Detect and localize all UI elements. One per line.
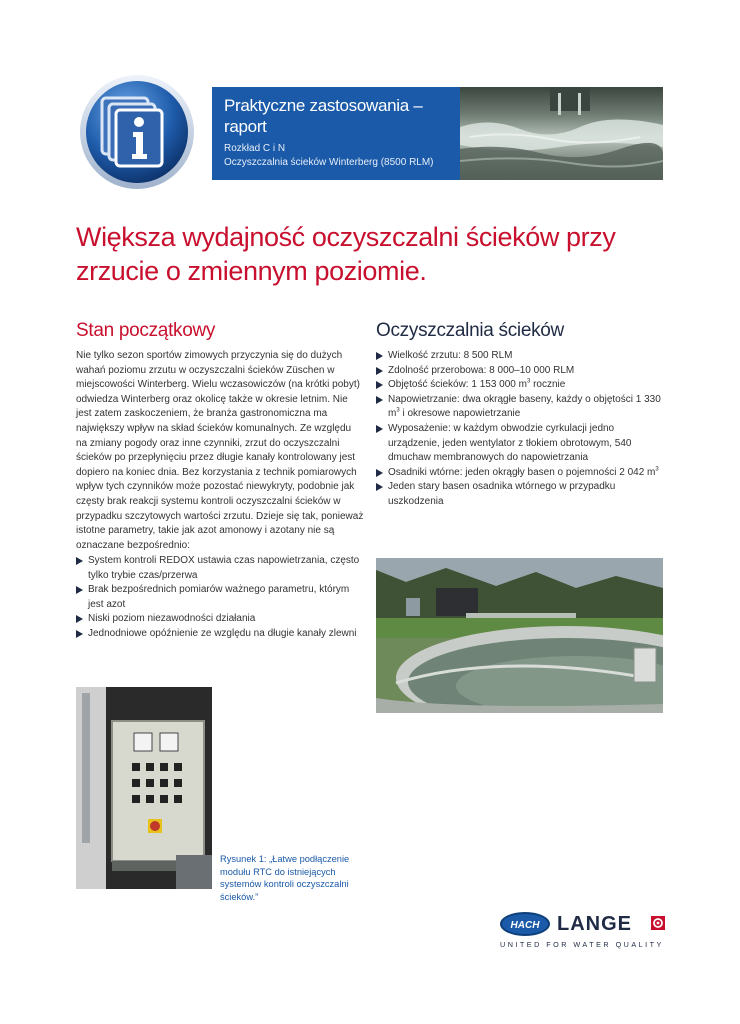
banner-text — [224, 95, 454, 170]
lange-wordmark: LANGE — [557, 913, 632, 935]
list-item: Napowietrzanie: dwa okrągłe baseny, każdy o objętości 1 330 $m^3$ i okresowe napowietrzanie — [376, 393, 666, 422]
banner-title: Praktyczne zastosowania – raport — [224, 96, 423, 136]
hach-logo: HACH — [500, 912, 550, 936]
bullet-triangle-icon — [76, 630, 83, 638]
page-headline: Większa wydajność oczyszczalni ścieków przy zrzucie o zmiennym poziomie. — [76, 222, 616, 286]
bullet-triangle-icon — [76, 615, 83, 623]
banner-subtitle-2: Oczyszczalnia ścieków Winterberg (8500 RLM) — [224, 157, 434, 168]
section-title-initial-state: Stan początkowy — [76, 320, 216, 341]
bullet-triangle-icon — [376, 425, 383, 433]
report-banner — [212, 87, 663, 180]
bullet-triangle-icon — [376, 367, 383, 375]
list-item: Niski poziom niezawodności działania — [76, 612, 366, 627]
bullet-triangle-icon — [376, 381, 383, 389]
list-item: Osadniki wtórne: jeden okrągły basen o pojemności 2 042 $m^3$ — [376, 466, 666, 481]
bullet-triangle-icon — [376, 483, 383, 491]
control-cabinet-photo — [76, 687, 212, 889]
section-title-plant: Oczyszczalnia ścieków — [376, 320, 564, 341]
figure-caption: Rysunek 1: „Łatwe podłączenie modułu RTC do istniejących systemów kontroli oczyszczalni ścieków.” — [220, 854, 350, 902]
info-document-icon — [78, 73, 196, 191]
list-item: Wyposażenie: w każdym obwodzie cyrkulacji jedno urządzenie, jeden wentylator z tłokiem obrotowym, 540 dmuchaw membranowych do napowietrzania — [376, 422, 666, 466]
bullet-triangle-icon — [76, 557, 83, 565]
intro-paragraph: Nie tylko sezon sportów zimowych przyczynia się do dużych wahań poziomu zrzutu w oczyszczalni ścieków Züschen w miejscowości Winterberg. Wielu wczasowiczów (na krótki pobyt) odwiedza Winterberg oraz okolicę także w okresie letnim. Nie jest zatem zaskoczeniem, że branża gastronomiczna ma największy wpływ na skład ścieków komunalnych. Ze względu na zmiany pogody oraz inne czynniki, zrzut do oczyszczalni ścieków po przepłynięciu przez długie kanały kontrolowany jest dopiero na koniec dnia. Bez korzystania z technik pomiarowych wpływ tych czynników może pozostać niewykryty, podobnie jak częsty brak reakcji systemu kontroli oczyszczalni ścieków w przypadku szczytowych wartości zrzutu. Dzieje się tak, ponieważ istotne parametry, takie jak azot amonowy i azotany nie są oznaczane bezpośrednio: — [76, 350, 364, 551]
list-item: Zdolność przerobowa: 8 000–10 000 RLM — [376, 364, 666, 379]
hach-lange-logo — [500, 910, 670, 955]
list-item: Jednodniowe opóźnienie ze względu na długie kanały zlewni — [76, 627, 366, 642]
logo-tagline: UNITED FOR WATER QUALITY — [500, 940, 664, 949]
problem-list — [76, 554, 366, 642]
list-item: Wielkość zrzutu: 8 500 RLM — [376, 349, 666, 364]
bullet-triangle-icon — [76, 586, 83, 594]
banner-photo-water — [460, 87, 663, 180]
treatment-plant-photo — [376, 558, 663, 713]
bullet-triangle-icon — [376, 396, 383, 404]
bullet-triangle-icon — [376, 469, 383, 477]
bullet-triangle-icon — [376, 352, 383, 360]
list-item: Brak bezpośrednich pomiarów ważnego parametru, którym jest azot — [76, 583, 366, 612]
banner-subtitle-1: Rozkład C i N — [224, 143, 286, 154]
list-item: System kontroli REDOX ustawia czas napowietrzania, często tylko trybie czas/przerwa — [76, 554, 366, 583]
list-item: Objętość ścieków: 1 153 000 $m^3$ rocznie — [376, 378, 666, 393]
list-item: Jeden stary basen osadnika wtórnego w przypadku uszkodzenia — [376, 480, 666, 509]
lange-logo-mark-icon — [651, 916, 665, 930]
plant-specs-list — [376, 349, 666, 510]
